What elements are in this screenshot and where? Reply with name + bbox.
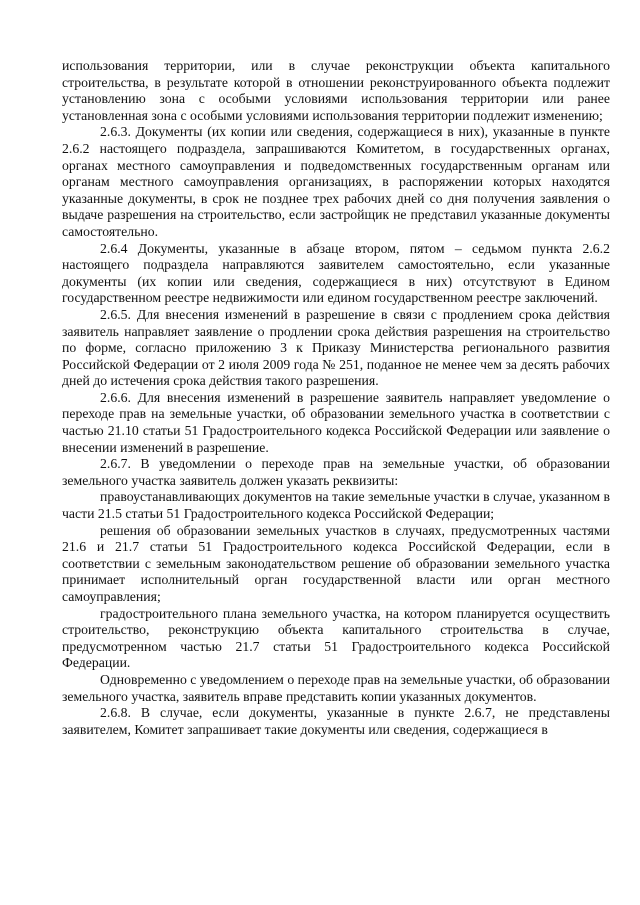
paragraph-town-plan: градостроительного плана земельного участка, на котором планируется осуществить строительство, реконструкцию объекта капитального строительства в случае, предусмотренном частью 21.7 статьи 51 Градостроительного кодекса Российской Федерации. (62, 605, 610, 671)
paragraph-2-6-4: 2.6.4 Документы, указанные в абзаце втором, пятом – седьмом пункта 2.6.2 настоящего подраздела направляются заявителем самостоятельно, если указанные документы (их копии или сведения, содержащиеся в них) отсутствуют в Едином государственном реестре недвижимости или едином государственном реестре заключений. (62, 240, 610, 306)
paragraph-simultaneously: Одновременно с уведомлением о переходе прав на земельные участки, об образовании земельного участка, заявитель вправе представить копии указанных документов. (62, 671, 610, 704)
paragraph-title-documents: правоустанавливающих документов на такие земельные участки в случае, указанном в части 21.5 статьи 51 Градостроительного кодекса Российской Федерации; (62, 489, 610, 522)
paragraph-2-6-8: 2.6.8. В случае, если документы, указанные в пункте 2.6.7, не представлены заявителем, Комитет запрашивает такие документы или сведения, содержащиеся в (62, 705, 610, 737)
paragraph-2-6-5: 2.6.5. Для внесения изменений в разрешение в связи с продлением срока действия заявитель направляет заявление о продлении срока действия разрешения на строительство по форме, согласно приложению 3 к Приказу Министерства регионального развития Российской Федерации от 2 июля 2009 года № 251, поданное не менее чем за десять рабочих дней до истечения срока действия такого разрешения. (62, 306, 610, 389)
paragraph-2-6-6: 2.6.6. Для внесения изменений в разрешение заявитель направляет уведомление о переходе прав на земельные участки, об образовании земельного участка в соответствии с частью 21.10 статьи 51 Градостроительного кодекса Российской Федерации или заявление о внесении изменений в разрешение. (62, 389, 610, 455)
paragraph-land-decisions: решения об образовании земельных участков в случаях, предусмотренных частями 21.6 и 21.7 статьи 51 Градостроительного кодекса Российской Федерации, если в соответствии с земельным законодательством решение об образовании земельного участка принимает исполнительный орган государственной власти или орган местного самоуправления; (62, 522, 610, 604)
paragraph-continuation: использования территории, или в случае реконструкции объекта капитального строительства, в результате которой в отношении реконструированного объекта подлежит установлению зона с особыми условиями использования территории или ранее установленная зона с особыми условиями использования территории подлежит изменению; (62, 58, 610, 123)
document-page (62, 0, 610, 738)
paragraph-2-6-7: 2.6.7. В уведомлении о переходе прав на земельные участки, об образовании земельного участка заявитель должен указать реквизиты: (62, 456, 610, 488)
paragraph-2-6-3: 2.6.3. Документы (их копии или сведения, содержащиеся в них), указанные в пункте 2.6.2 настоящего подраздела, запрашиваются Комитетом, в государственных органах, органах местного самоуправления и подведомственных государственным органам или органам местного самоуправления организациях, в распоряжении которых находятся указанные документы, в срок не позднее трех рабочих дней со дня получения заявления о выдаче разрешения на строительство, если застройщик не представил указанные документы самостоятельно. (62, 124, 610, 239)
